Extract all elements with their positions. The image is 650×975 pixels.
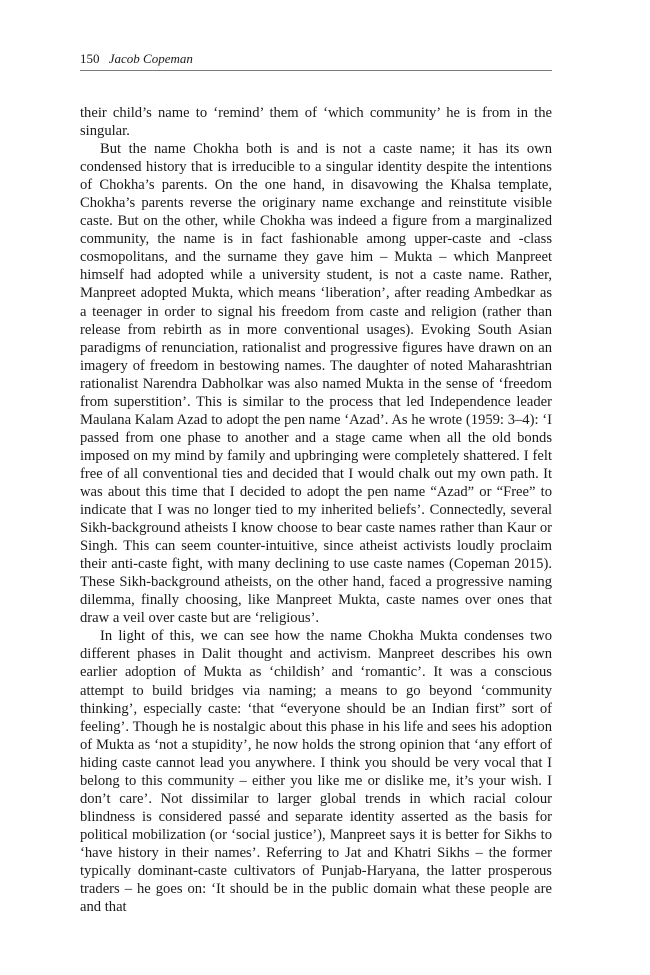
book-page: [80, 48, 552, 916]
running-head-author: Jacob Copeman: [108, 51, 193, 66]
running-header: [80, 48, 552, 71]
paragraph-chokha-name: But the name Chokha both is and is not a caste name; it has its own condensed history that is irreducible to a singular identity despite the intentions of Chokha’s parents. On the one hand, in disavowing the Khalsa template, Chokha’s parents reverse the originary name exchange and reinstitute visible caste. But on the other, while Chokha was indeed a figure from a marginalized community, the name is in fact fashionable among upper-caste and -class cosmopolitans, and the surname they gave him – Mukta – which Manpreet himself had adopted while a university student, is not a caste name. Rather, Manpreet adopted Mukta, which means ‘liberation’, after reading Ambedkar as a teenager in order to signal his freedom from caste and religion (rather than release from rebirth as in more conventional usages). Evoking South Asian paradigms of renunciation, rationalist and progressive figures have drawn on an imagery of freedom in bestowing names. The daughter of noted Maharashtrian rationalist Narendra Dabholkar was also named Mukta in the sense of ‘freedom from superstition’. This is similar to the process that led Independence leader Maulana Kalam Azad to adopt the pen name ‘Azad’. As he wrote (1959: 3–4): ‘I passed from one phase to another and a stage came when all the old bonds imposed on my mind by family and upbringing were completely shattered. I felt free of all conventional ties and decided that I would chalk out my own path. It was about this time that I decided to adopt the pen name “Azad” or “Free” to indicate that I was no longer tied to my inherited beliefs’. Connectedly, several Sikh-background atheists I know choose to bear caste names rather than Kaur or Singh. This can seem counter-intuitive, since atheist activists loudly proclaim their anti-caste fight, with many declining to use caste names (Copeman 2015). These Sikh-background atheists, on the other hand, faced a progressive naming dilemma, finally choosing, like Manpreet Mukta, caste names over ones that draw a veil over caste but are ‘religious’.: [80, 141, 552, 627]
paragraph-two-phases: In light of this, we can see how the name Chokha Mukta condenses two different phases in Dalit thought and activism. Manpreet describes his own earlier adoption of Mukta as ‘childish’ and ‘romantic’. It was a conscious attempt to build bridges via naming; a means to go beyond ‘community thinking’, especially caste: ‘that “everyone should be an Indian first” sort of feeling’. Though he is nostalgic about this phase in his life and sees his adoption of Mukta as ‘not a stupidity’, he now holds the strong opinion that ‘any effort of hiding caste cannot lead you anywhere. I think you should be very vocal that I belong to this community – either you like me or dislike me, it’s your wish. I don’t care’. Not dissimilar to larger global trends in which racial colour blindness is considered passé and separate identity asserted as the basis for political mobilization (or ‘social justice’), Manpreet says it is better for Sikhs to ‘have history in their names’. Referring to Jat and Khatri Sikhs – the former typically dominant-caste cultivators of Punjab-Haryana, the latter prosperous traders – he goes on: ‘It should be in the public domain what these people are and that: [80, 628, 552, 916]
body-text: [80, 104, 552, 916]
page-number: 150: [80, 51, 100, 66]
paragraph-continuation: their child’s name to ‘remind’ them of ‘which community’ he is from in the singular.: [80, 105, 552, 140]
